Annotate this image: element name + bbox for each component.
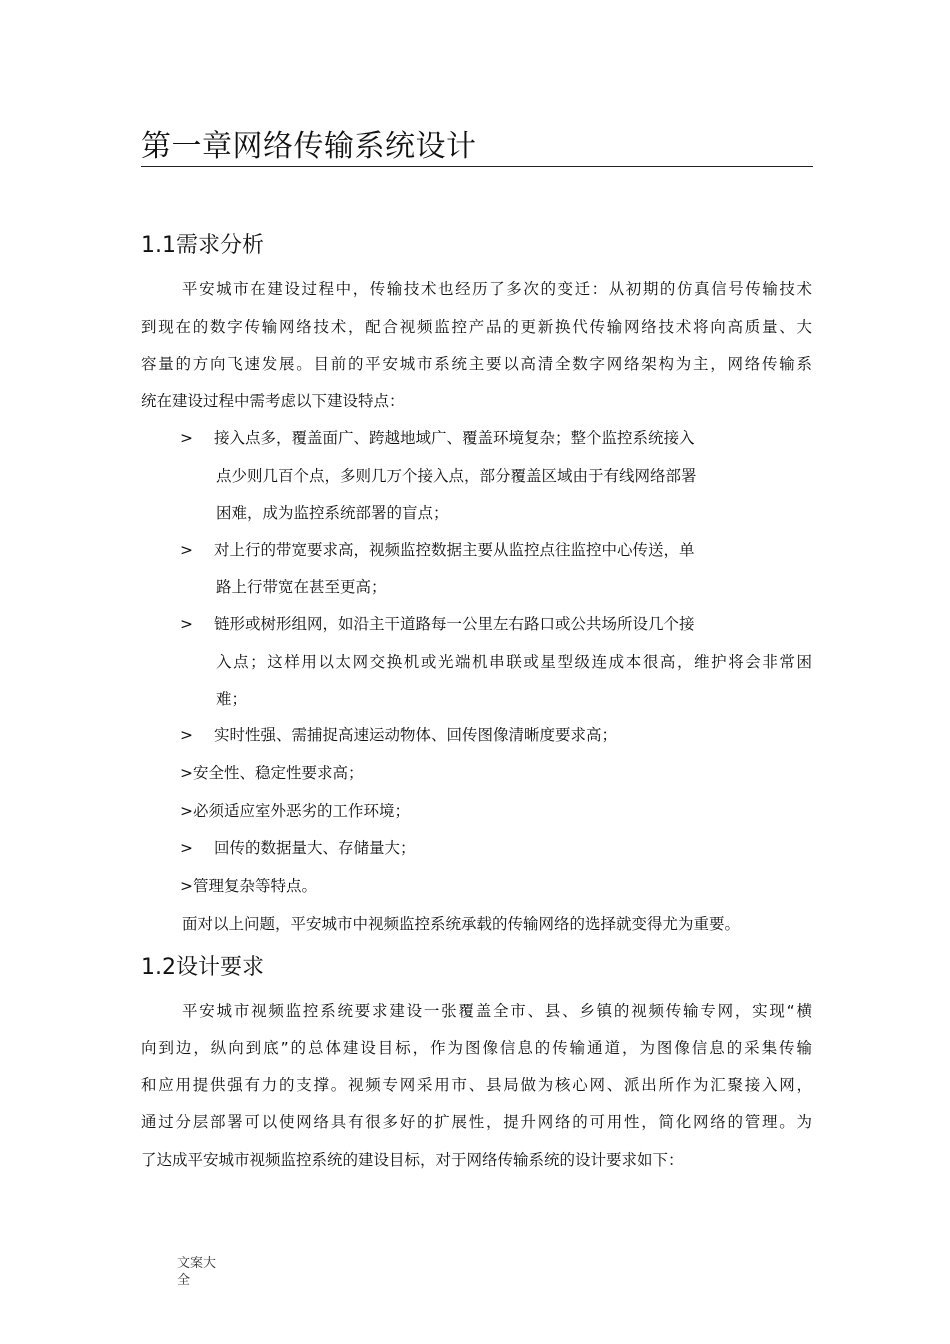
paragraph-line: 了达成平安城市视频监控系统的建设目标，对于网络传输系统的设计要求如下： [141, 1151, 684, 1169]
bullet-text: 入点；这样用以太网交换机或光端机串联或星型级连成本很高，维护将会非常困 [216, 653, 812, 671]
bullet-text: 点少则几百个点，多则几万个接入点，部分覆盖区域由于有线网络部署 [216, 467, 697, 485]
paragraph-line: 平安城市在建设过程中，传输技术也经历了多次的变迁：从初期的仿真信号传输技术 [182, 280, 812, 298]
bullet-marker: > [180, 429, 193, 447]
inline-bullet: >必须适应室外恶劣的工作环境； [180, 802, 410, 820]
paragraph-line: 向到边，纵向到底”的总体建设目标，作为图像信息的传输通道，为图像信息的采集传输 [141, 1039, 812, 1057]
bullet-text: 困难，成为监控系统部署的盲点； [216, 504, 449, 522]
bullet-text: 链形或树形组网，如沿主干道路每一公里左右路口或公共场所设几个接 [214, 615, 695, 633]
paragraph-line: 到现在的数字传输网络技术，配合视频监控产品的更新换代传输网络技术将向高质量、大 [141, 318, 812, 336]
section-heading-design-requirements: 1.2设计要求 [141, 955, 264, 980]
bullet-text: 路上行带宽在甚至更高； [216, 578, 387, 596]
paragraph-line: 通过分层部署可以使网络具有很多好的扩展性，提升网络的可用性，简化网络的管理。为 [141, 1113, 812, 1131]
paragraph-line: 统在建设过程中需考虑以下建设特点： [141, 392, 405, 410]
bullet-marker: > [180, 615, 193, 633]
section-heading-requirements-analysis: 1.1需求分析 [141, 233, 264, 258]
bullet-marker: > [180, 839, 193, 857]
bullet-text: 对上行的带宽要求高，视频监控数据主要从监控点往监控中心传送，单 [214, 541, 695, 559]
paragraph-line: 面对以上问题，平安城市中视频监控系统承载的传输网络的选择就变得尤为重要。 [182, 915, 741, 933]
footer-label: 文案大全 [177, 1256, 217, 1288]
bullet-text: 难； [216, 690, 248, 708]
paragraph-line: 容量的方向飞速发展。目前的平安城市系统主要以高清全数字网络架构为主，网络传输系 [141, 355, 812, 373]
bullet-text: 接入点多，覆盖面广、跨越地域广、覆盖环境复杂；整个监控系统接入 [214, 429, 695, 447]
inline-bullet: >管理复杂等特点。 [180, 877, 317, 895]
bullet-marker: > [180, 541, 193, 559]
inline-bullet: >安全性、稳定性要求高； [180, 764, 364, 782]
paragraph-line: 和应用提供强有力的支撑。视频专网采用市、县局做为核心网、派出所作为汇聚接入网， [141, 1076, 812, 1094]
chapter-title: 第一章网络传输系统设计 [141, 128, 813, 167]
bullet-marker: > [180, 726, 193, 744]
paragraph-line: 平安城市视频监控系统要求建设一张覆盖全市、县、乡镇的视频传输专网，实现“横 [182, 1002, 812, 1020]
bullet-text: 实时性强、需捕捉高速运动物体、回传图像清晰度要求高； [214, 726, 618, 744]
bullet-text: 回传的数据量大、存储量大； [214, 839, 416, 857]
